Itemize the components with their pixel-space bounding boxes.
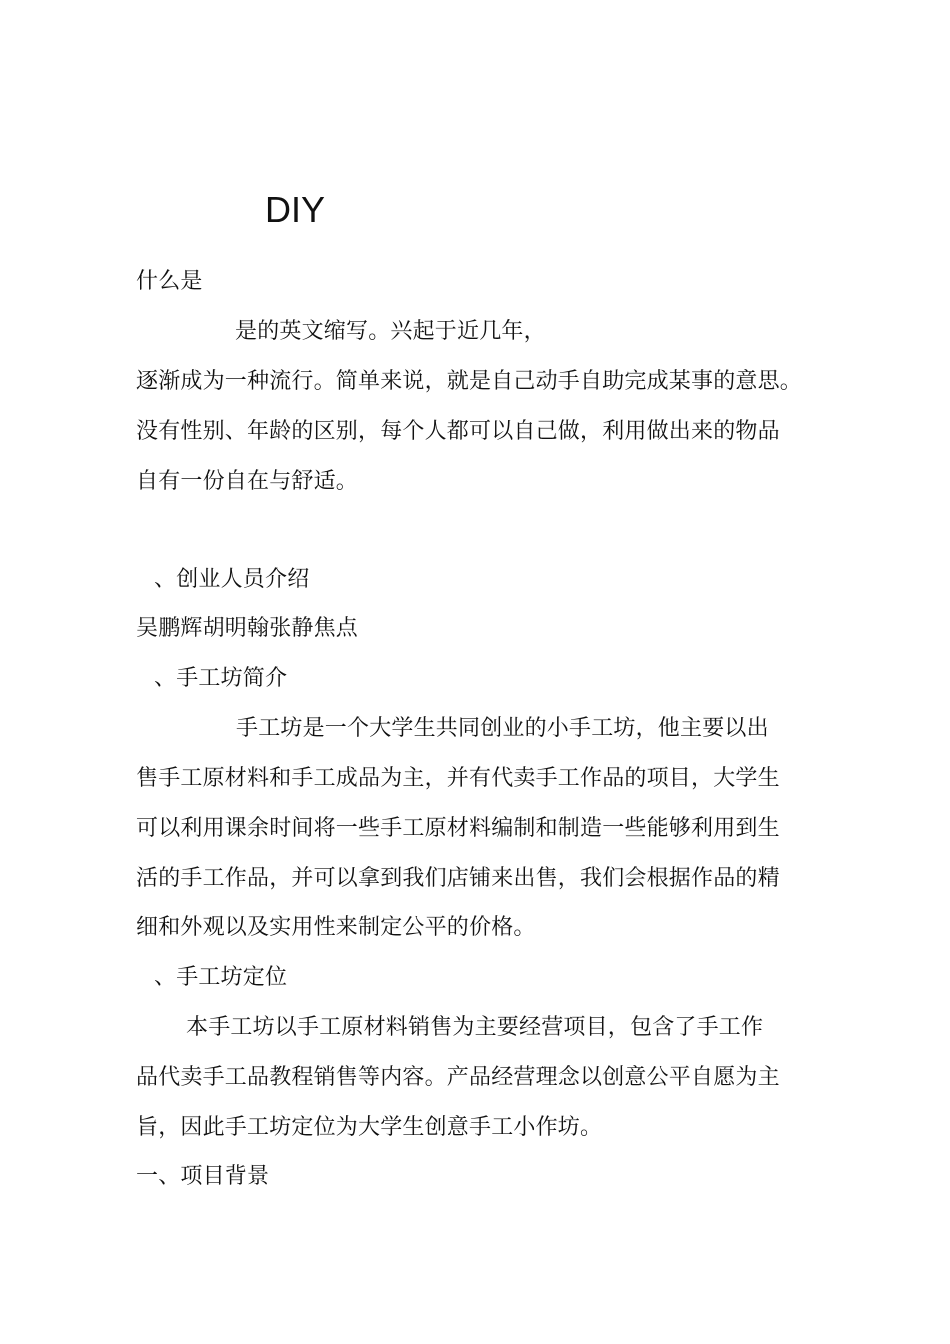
workshop-intro-line-5: 细和外观以及实用性来制定公平的价格。	[136, 915, 536, 940]
founders-names: 吴鹏辉胡明翰张静焦点	[136, 616, 359, 641]
workshop-intro-line-2: 售手工原材料和手工成品为主，并有代卖手工作品的项目，大学生	[136, 766, 780, 791]
workshop-position-line-2: 品代卖手工品教程销售等内容。产品经营理念以创意公平自愿为主	[136, 1065, 780, 1090]
intro-line-2: 逐渐成为一种流行。简单来说，就是自己动手自助完成某事的意思。	[136, 369, 803, 394]
intro-line-1: 是的英文缩写。兴起于近几年，	[235, 319, 546, 344]
workshop-intro-heading: 、手工坊简介	[154, 666, 288, 691]
workshop-position-line-1: 本手工坊以手工原材料销售为主要经营项目，包含了手工作	[186, 1015, 764, 1040]
workshop-intro-line-1: 手工坊是一个大学生共同创业的小手工坊，他主要以出	[236, 716, 769, 741]
workshop-intro-line-3: 可以利用课余时间将一些手工原材料编制和制造一些能够利用到生	[136, 816, 780, 841]
intro-line-4: 自有一份自在与舒适。	[136, 469, 359, 494]
workshop-position-line-3: 旨，因此手工坊定位为大学生创意手工小作坊。	[136, 1115, 603, 1140]
workshop-intro-line-4: 活的手工作品，并可以拿到我们店铺来出售，我们会根据作品的精	[136, 866, 780, 891]
document-title: DIY	[265, 189, 326, 230]
workshop-position-heading: 、手工坊定位	[154, 965, 288, 990]
intro-heading: 什么是	[136, 269, 203, 294]
project-background-heading: 一、项目背景	[136, 1164, 270, 1189]
intro-line-3: 没有性别、年龄的区别，每个人都可以自己做，利用做出来的物品	[136, 419, 780, 444]
founders-heading: 、创业人员介绍	[154, 567, 310, 592]
